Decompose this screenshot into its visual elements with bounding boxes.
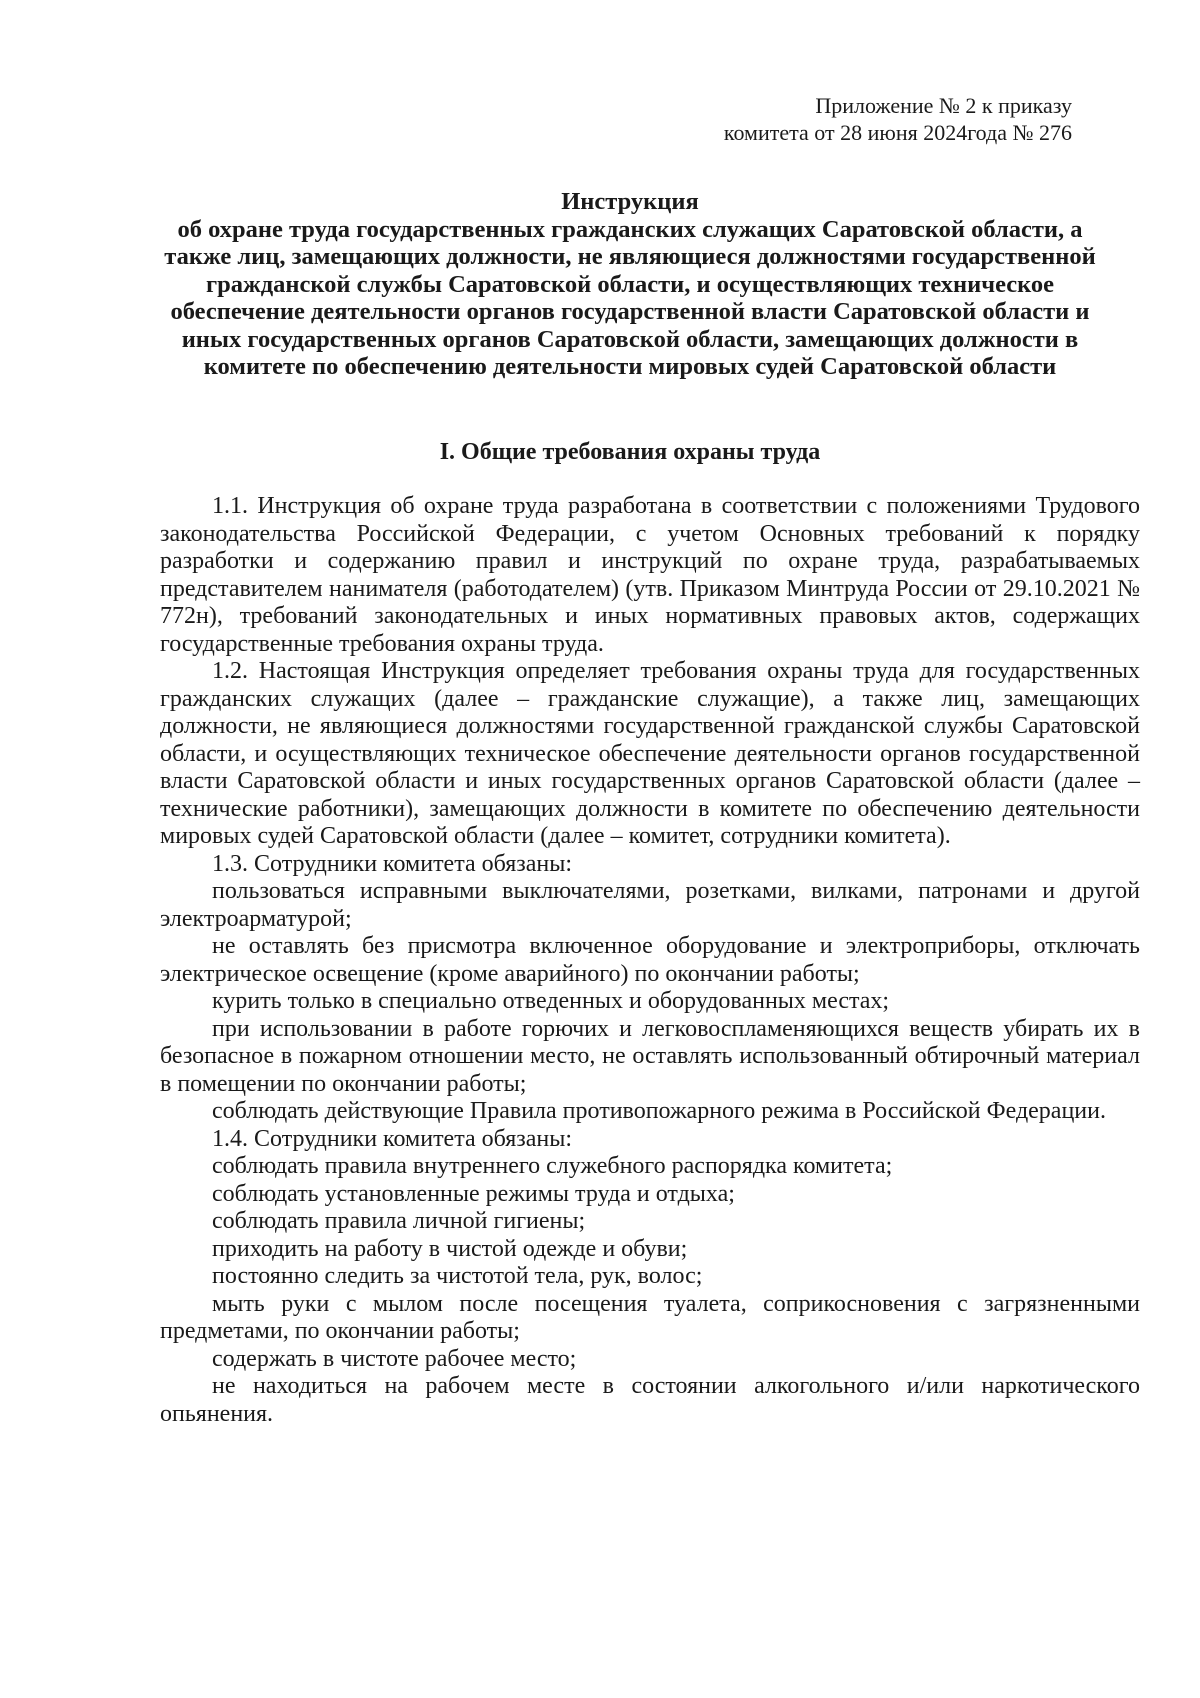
appendix-reference <box>724 92 1072 146</box>
list-item: содержать в чистоте рабочее место; <box>212 1345 577 1372</box>
list-item: соблюдать установленные режимы труда и отдыха; <box>212 1180 735 1207</box>
list-item: при использовании в работе горючих и легковоспламеняющихся веществ убирать их в безопасное в пожарном отношении место, не оставлять использованный обтирочный материал в помещении по окончании работы; <box>160 1015 1140 1097</box>
list-item: мыть руки с мылом после посещения туалета, соприкосновения с загрязненными предметами, по окончании работы; <box>160 1290 1140 1344</box>
section-heading: I. Общие требования охраны труда <box>439 439 821 465</box>
title-main: Инструкция <box>561 188 699 215</box>
list-item: приходить на работу в чистой одежде и обуви; <box>212 1235 688 1262</box>
list-item: соблюдать правила внутреннего служебного распорядка комитета; <box>212 1153 893 1179</box>
list-item: соблюдать правила личной гигиены; <box>212 1208 586 1234</box>
list-item: соблюдать действующие Правила противопожарного режима в Российской Федерации. <box>212 1098 1106 1124</box>
appendix-line-2: комитета от 28 июня 2024года № 276 <box>723 120 1072 145</box>
title-subtitle: об охране труда государственных гражданских служащих Саратовской области, а также лиц, замещающих должности, не являющиеся должностями государственной гражданской службы Саратовской области, и осуществляющих техническое обеспечение деятельности органов государственной власти Саратовской области и иных государственных органов Саратовской области, замещающих должности в комитете по обеспечению деятельности мировых судей Саратовской области <box>164 215 1096 380</box>
list-item: курить только в специально отведенных и оборудованных местах; <box>212 988 890 1014</box>
document-body <box>160 493 1140 1428</box>
document-title <box>150 188 1110 381</box>
list-item: не оставлять без присмотра включенное оборудование и электроприборы, отключать электрическое освещение (кроме аварийного) по окончании работы; <box>160 933 1140 987</box>
paragraph-1-3: 1.3. Сотрудники комитета обязаны: <box>212 850 573 877</box>
appendix-line-1: Приложение № 2 к приказу <box>815 93 1072 118</box>
paragraph-1-2: 1.2. Настоящая Инструкция определяет требования охраны труда для государственных гражданских служащих (далее – гражданские служащие), а также лиц, замещающих должности, не являющиеся должностями государственной гражданской службы Саратовской области, и осуществляющих техническое обеспечение деятельности органов государственной власти Саратовской области и иных государственных органов Саратовской области (далее – технические работники), замещающих должности в комитете по обеспечению деятельности мировых судей Саратовской области (далее – комитет, сотрудники комитета). <box>160 658 1140 849</box>
list-item: пользоваться исправными выключателями, розетками, вилками, патронами и другой электроарматурой; <box>160 878 1140 932</box>
list-item: постоянно следить за чистотой тела, рук, волос; <box>212 1263 703 1289</box>
paragraph-1-1: 1.1. Инструкция об охране труда разработана в соответствии с положениями Трудового законодательства Российской Федерации, с учетом Основных требований к порядку разработки и содержанию правил и инструкций по охране труда, разрабатываемых представителем нанимателя (работодателем) (утв. Приказом Минтруда России от 29.10.2021 № 772н), требований законодательных и иных нормативных правовых актов, содержащих государственные требования охраны труда. <box>160 493 1140 657</box>
paragraph-1-4: 1.4. Сотрудники комитета обязаны: <box>212 1125 573 1152</box>
list-item: не находиться на рабочем месте в состоянии алкогольного и/или наркотического опьянения. <box>160 1373 1140 1427</box>
